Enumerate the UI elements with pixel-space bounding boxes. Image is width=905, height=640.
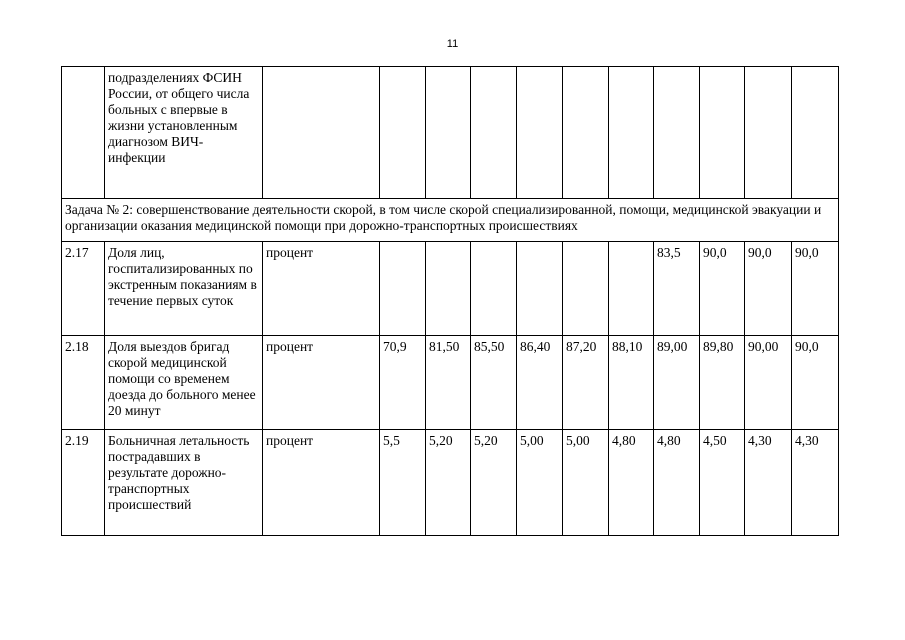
table-row	[62, 67, 839, 199]
task-row	[62, 199, 839, 242]
indicator-name-cell: Доля выездов бригад скорой медицинской помощи со временем доезда до больного менее 20 минут	[105, 336, 263, 430]
row-id-cell: 2.17	[62, 242, 105, 336]
value-cell: 70,9	[380, 336, 426, 430]
value-cell: 5,00	[563, 430, 609, 536]
table-row	[62, 430, 839, 536]
unit-cell: процент	[263, 242, 380, 336]
indicator-name-cell: Больничная летальность пострадавших в результате дорожно-транспортных происшествий	[105, 430, 263, 536]
value-cell: 87,20	[563, 336, 609, 430]
row-id-cell: 2.19	[62, 430, 105, 536]
value-cell: 4,30	[745, 430, 792, 536]
value-cell: 4,80	[654, 430, 700, 536]
value-cell	[380, 67, 426, 199]
value-cell: 85,50	[471, 336, 517, 430]
value-cell	[563, 67, 609, 199]
value-cell: 83,5	[654, 242, 700, 336]
value-cell	[517, 242, 563, 336]
value-cell: 5,20	[471, 430, 517, 536]
value-cell	[609, 242, 654, 336]
value-cell: 89,80	[700, 336, 745, 430]
value-cell: 90,00	[745, 336, 792, 430]
value-cell	[517, 67, 563, 199]
value-cell: 90,0	[792, 242, 839, 336]
value-cell: 86,40	[517, 336, 563, 430]
row-id-cell	[62, 67, 105, 199]
value-cell: 88,10	[609, 336, 654, 430]
value-cell	[745, 67, 792, 199]
page-number: 11	[446, 38, 459, 50]
value-cell	[792, 67, 839, 199]
task-heading: Задача № 2: совершенствование деятельности скорой, в том числе скорой специализированной, помощи, медицинской эвакуации и организации оказания медицинской помощи при дорожно-транспортных происшествиях	[62, 199, 839, 242]
value-cell: 81,50	[426, 336, 471, 430]
value-cell: 5,20	[426, 430, 471, 536]
value-cell	[471, 242, 517, 336]
indicator-name-cell: подразделениях ФСИН России, от общего числа больных с впервые в жизни установленным диагнозом ВИЧ-инфекции	[105, 67, 263, 199]
value-cell	[563, 242, 609, 336]
value-cell: 5,5	[380, 430, 426, 536]
value-cell: 89,00	[654, 336, 700, 430]
indicators-table	[61, 66, 839, 536]
table-row	[62, 336, 839, 430]
row-id-cell: 2.18	[62, 336, 105, 430]
value-cell: 90,0	[700, 242, 745, 336]
value-cell: 90,0	[745, 242, 792, 336]
value-cell	[700, 67, 745, 199]
value-cell	[380, 242, 426, 336]
value-cell: 4,80	[609, 430, 654, 536]
value-cell	[471, 67, 517, 199]
value-cell	[609, 67, 654, 199]
table-row	[62, 242, 839, 336]
value-cell: 90,0	[792, 336, 839, 430]
value-cell: 5,00	[517, 430, 563, 536]
unit-cell: процент	[263, 430, 380, 536]
value-cell	[654, 67, 700, 199]
value-cell	[426, 67, 471, 199]
unit-cell: процент	[263, 336, 380, 430]
value-cell: 4,30	[792, 430, 839, 536]
unit-cell	[263, 67, 380, 199]
value-cell: 4,50	[700, 430, 745, 536]
indicator-name-cell: Доля лиц, госпитализированных по экстренным показаниям в течение первых суток	[105, 242, 263, 336]
value-cell	[426, 242, 471, 336]
